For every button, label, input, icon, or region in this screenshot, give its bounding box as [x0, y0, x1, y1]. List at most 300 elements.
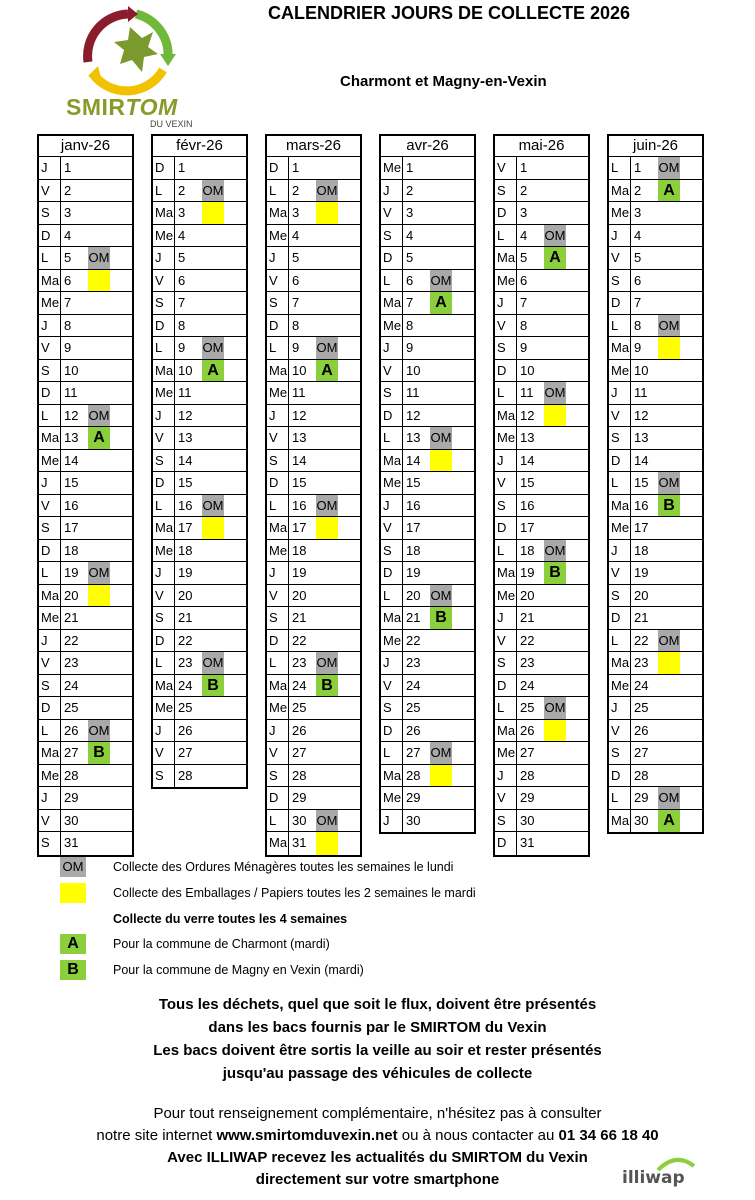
weekday-cell: D [267, 630, 289, 652]
day-row [495, 607, 588, 630]
day-row [267, 562, 360, 585]
day-row [39, 247, 132, 270]
weekday-cell: D [381, 405, 403, 427]
collection-mark: OM [544, 540, 566, 562]
day-number-cell: 15 [292, 475, 307, 490]
collection-mark [88, 832, 110, 855]
day-number-cell: 3 [520, 205, 528, 220]
day-number-cell: 27 [406, 745, 421, 760]
collection-mark [202, 157, 224, 179]
day-row [381, 247, 474, 270]
collection-mark [544, 585, 566, 607]
collection-mark [544, 315, 566, 337]
day-number-cell: 9 [406, 340, 414, 355]
day-number-cell: 8 [406, 317, 414, 333]
weekday-cell: L [381, 742, 403, 764]
day-row [609, 540, 702, 563]
legend-yellow-swatch [60, 883, 86, 903]
day-number-cell: 15 [64, 475, 79, 490]
collection-mark [88, 517, 110, 539]
day-row [153, 562, 246, 585]
weekday-cell: Ma [39, 270, 61, 292]
weekday-cell: V [267, 270, 289, 292]
collection-mark [202, 607, 224, 629]
day-number-cell: 5 [634, 250, 642, 265]
day-number-cell: 1 [406, 160, 414, 175]
weekday-cell: D [153, 630, 175, 652]
day-row [381, 270, 474, 293]
day-row [267, 720, 360, 743]
day-number-cell: 15 [520, 475, 535, 490]
day-row [381, 630, 474, 653]
day-number-cell: 7 [64, 295, 72, 310]
day-row [609, 630, 702, 653]
day-number-cell: 16 [634, 497, 649, 513]
collection-mark: OM [316, 337, 338, 359]
collection-mark [658, 360, 680, 382]
weekday-cell: Ma [381, 292, 403, 314]
collection-mark [544, 787, 566, 809]
collection-mark [316, 562, 338, 584]
day-row [495, 810, 588, 833]
day-number-cell: 7 [634, 295, 642, 310]
weekday-cell: Ma [267, 832, 289, 855]
collection-mark [88, 765, 110, 787]
day-number-cell: 9 [520, 340, 528, 355]
day-number-cell: 17 [634, 520, 649, 535]
day-number-cell: 2 [406, 182, 414, 198]
day-number-cell: 30 [634, 812, 649, 828]
day-number-cell: 19 [520, 565, 535, 580]
day-row [39, 405, 132, 428]
collection-mark [430, 382, 452, 404]
day-row [39, 787, 132, 810]
collection-mark [658, 742, 680, 764]
info-line-1: Pour tout renseignement complémentaire, n'hésitez pas à consulter [153, 1105, 602, 1122]
day-row [153, 202, 246, 225]
day-number-cell: 20 [64, 587, 79, 603]
collection-mark: A [430, 292, 452, 314]
day-row [609, 562, 702, 585]
day-number-cell: 28 [406, 767, 421, 783]
day-number-cell: 26 [520, 722, 535, 738]
day-number-cell: 24 [406, 677, 421, 693]
collection-mark [544, 765, 566, 787]
day-number-cell: 16 [406, 497, 421, 513]
weekday-cell: L [39, 405, 61, 427]
day-row [267, 180, 360, 203]
day-row [39, 337, 132, 360]
day-row [381, 697, 474, 720]
day-number-cell: 17 [292, 520, 307, 535]
day-number-cell: 10 [292, 362, 307, 378]
collection-mark [88, 382, 110, 404]
weekday-cell: J [153, 562, 175, 584]
weekday-cell: L [153, 180, 175, 202]
collection-mark [658, 270, 680, 292]
weekday-cell: J [39, 630, 61, 652]
day-number-cell: 10 [406, 362, 421, 378]
weekday-cell: L [495, 225, 517, 247]
collection-mark: OM [430, 270, 452, 292]
collection-mark [544, 675, 566, 697]
day-number-cell: 23 [634, 655, 649, 670]
collection-mark [658, 247, 680, 269]
weekday-cell: Ma [267, 360, 289, 382]
message-line-2: dans les bacs fournis par le SMIRTOM du Vexin [208, 1019, 547, 1036]
collection-mark: OM [430, 742, 452, 764]
collection-mark: A [316, 360, 338, 382]
day-row [153, 360, 246, 383]
day-number-cell: 17 [520, 520, 535, 535]
day-number-cell: 22 [64, 632, 79, 648]
collection-mark [544, 450, 566, 472]
collection-mark [430, 540, 452, 562]
collection-mark [202, 315, 224, 337]
day-row [39, 540, 132, 563]
day-row [381, 540, 474, 563]
weekday-cell: S [39, 360, 61, 382]
day-row [267, 787, 360, 810]
collection-mark [88, 450, 110, 472]
day-row [381, 180, 474, 203]
weekday-cell: Ma [381, 450, 403, 472]
day-number-cell: 8 [634, 317, 642, 333]
collection-mark [316, 517, 338, 539]
weekday-cell: Me [609, 202, 631, 224]
day-row [381, 337, 474, 360]
day-row [609, 652, 702, 675]
weekday-cell: Me [267, 382, 289, 404]
day-row [609, 517, 702, 540]
collection-mark [658, 540, 680, 562]
day-number-cell: 28 [634, 767, 649, 783]
page-subtitle: Charmont et Magny-en-Vexin [340, 73, 547, 90]
day-number-cell: 30 [520, 812, 535, 828]
day-row [267, 247, 360, 270]
collection-mark [658, 607, 680, 629]
weekday-cell: D [381, 562, 403, 584]
collection-mark [658, 585, 680, 607]
weekday-cell: L [267, 337, 289, 359]
day-number-cell: 12 [406, 407, 421, 423]
day-number-cell: 9 [634, 340, 642, 355]
day-number-cell: 23 [64, 655, 79, 670]
illiwap-logo: illiwap [622, 1168, 685, 1188]
weekday-cell: S [39, 675, 61, 697]
day-row [609, 675, 702, 698]
day-number-cell: 18 [292, 542, 307, 558]
day-number-cell: 13 [292, 430, 307, 445]
day-row [39, 810, 132, 833]
weekday-cell: V [39, 652, 61, 674]
weekday-cell: J [153, 720, 175, 742]
collection-mark [658, 675, 680, 697]
collection-mark: OM [658, 787, 680, 809]
day-number-cell: 22 [292, 632, 307, 648]
collection-mark [658, 427, 680, 449]
weekday-cell: L [153, 337, 175, 359]
weekday-cell: Me [609, 675, 631, 697]
weekday-cell: D [495, 832, 517, 855]
day-number-cell: 7 [406, 295, 414, 310]
collection-mark [430, 652, 452, 674]
weekday-cell: V [39, 810, 61, 832]
weekday-cell: D [381, 247, 403, 269]
day-number-cell: 17 [178, 520, 193, 535]
day-number-cell: 23 [178, 655, 193, 670]
month-title: mars-26 [267, 136, 360, 157]
weekday-cell: L [609, 157, 631, 179]
day-number-cell: 12 [64, 407, 79, 423]
collection-mark [430, 562, 452, 584]
day-row [39, 472, 132, 495]
day-row [267, 630, 360, 653]
weekday-cell: L [153, 652, 175, 674]
collection-mark [430, 810, 452, 833]
collection-mark [88, 585, 110, 607]
day-row [267, 450, 360, 473]
weekday-cell: Me [39, 765, 61, 787]
collection-mark: OM [202, 652, 224, 674]
day-row [495, 765, 588, 788]
day-number-cell: 26 [406, 722, 421, 738]
collection-mark [430, 360, 452, 382]
day-row [495, 450, 588, 473]
day-row [609, 495, 702, 518]
day-row [153, 517, 246, 540]
month-3 [379, 134, 476, 834]
legend-om-swatch: OM [60, 857, 86, 877]
day-row [381, 742, 474, 765]
day-number-cell: 12 [634, 407, 649, 423]
collection-mark [202, 450, 224, 472]
collection-mark [316, 405, 338, 427]
collection-mark [544, 742, 566, 764]
weekday-cell: Ma [153, 675, 175, 697]
day-row [609, 787, 702, 810]
collection-mark [544, 157, 566, 179]
day-row [495, 157, 588, 180]
day-row [609, 472, 702, 495]
month-title: mai-26 [495, 136, 588, 157]
collection-mark: OM [316, 180, 338, 202]
weekday-cell: V [609, 405, 631, 427]
day-row [153, 742, 246, 765]
day-row [267, 810, 360, 833]
collection-mark [202, 562, 224, 584]
weekday-cell: L [381, 585, 403, 607]
weekday-cell: L [495, 382, 517, 404]
collection-mark [544, 630, 566, 652]
day-number-cell: 30 [64, 812, 79, 828]
day-number-cell: 27 [292, 745, 307, 760]
weekday-cell: L [609, 787, 631, 809]
day-row [39, 315, 132, 338]
weekday-cell: D [495, 202, 517, 224]
collection-mark: OM [430, 427, 452, 449]
day-number-cell: 11 [406, 385, 420, 400]
weekday-cell: L [153, 495, 175, 517]
day-number-cell: 13 [64, 430, 79, 445]
day-number-cell: 5 [64, 250, 72, 265]
day-row [495, 225, 588, 248]
day-row [609, 697, 702, 720]
day-row [39, 270, 132, 293]
day-row [153, 405, 246, 428]
collection-mark: OM [658, 630, 680, 652]
day-row [381, 787, 474, 810]
weekday-cell: V [39, 337, 61, 359]
day-number-cell: 8 [520, 317, 528, 333]
day-row [267, 405, 360, 428]
day-number-cell: 25 [634, 700, 649, 715]
day-number-cell: 19 [64, 565, 79, 580]
day-number-cell: 29 [292, 790, 307, 805]
weekday-cell: S [381, 225, 403, 247]
weekday-cell: S [153, 450, 175, 472]
weekday-cell: L [495, 540, 517, 562]
day-row [609, 720, 702, 743]
day-row [609, 180, 702, 203]
day-row [153, 450, 246, 473]
weekday-cell: J [609, 540, 631, 562]
day-number-cell: 25 [520, 700, 535, 715]
day-row [609, 607, 702, 630]
day-row [495, 652, 588, 675]
weekday-cell: Ma [267, 517, 289, 539]
day-row [153, 180, 246, 203]
collection-mark [430, 202, 452, 224]
day-number-cell: 4 [520, 227, 528, 243]
weekday-cell: V [153, 270, 175, 292]
collection-mark: OM [202, 337, 224, 359]
day-row [39, 202, 132, 225]
collection-mark [658, 517, 680, 539]
day-row [153, 472, 246, 495]
day-row [39, 427, 132, 450]
day-number-cell: 1 [634, 160, 642, 175]
weekday-cell: S [381, 697, 403, 719]
weekday-cell: Me [39, 607, 61, 629]
collection-mark [544, 495, 566, 517]
day-number-cell: 6 [178, 272, 186, 288]
day-row [267, 742, 360, 765]
collection-mark [544, 427, 566, 449]
day-row [381, 810, 474, 833]
website-link[interactable]: www.smirtomduvexin.net [216, 1127, 398, 1144]
day-number-cell: 24 [292, 677, 307, 693]
day-number-cell: 16 [520, 497, 535, 513]
weekday-cell: Ma [153, 202, 175, 224]
weekday-cell: Ma [39, 742, 61, 764]
day-number-cell: 24 [520, 677, 535, 693]
day-number-cell: 31 [292, 835, 307, 850]
collection-mark [544, 360, 566, 382]
day-row [381, 157, 474, 180]
weekday-cell: L [39, 562, 61, 584]
message-line-3: Les bacs doivent être sortis la veille au soir et rester présentés [153, 1042, 602, 1059]
weekday-cell: D [495, 517, 517, 539]
day-row [495, 427, 588, 450]
weekday-cell: S [495, 495, 517, 517]
day-number-cell: 23 [292, 655, 307, 670]
weekday-cell: S [609, 585, 631, 607]
weekday-cell: D [609, 607, 631, 629]
day-number-cell: 13 [520, 430, 535, 445]
day-number-cell: 1 [64, 160, 72, 175]
collection-mark [544, 652, 566, 674]
weekday-cell: V [495, 630, 517, 652]
weekday-cell: V [609, 562, 631, 584]
day-number-cell: 18 [406, 542, 421, 558]
day-row [609, 450, 702, 473]
collection-mark [658, 202, 680, 224]
weekday-cell: Me [495, 585, 517, 607]
day-number-cell: 11 [520, 385, 534, 400]
day-row [495, 360, 588, 383]
day-row [381, 652, 474, 675]
day-row [381, 202, 474, 225]
day-row [381, 720, 474, 743]
weekday-cell: J [495, 765, 517, 787]
day-number-cell: 14 [178, 452, 193, 468]
day-number-cell: 24 [64, 677, 79, 693]
weekday-cell: J [267, 405, 289, 427]
day-number-cell: 15 [634, 475, 649, 490]
day-row [267, 607, 360, 630]
collection-mark [430, 787, 452, 809]
day-number-cell: 6 [64, 272, 72, 288]
collection-mark [88, 630, 110, 652]
collection-mark: OM [88, 405, 110, 427]
collection-mark [202, 585, 224, 607]
day-row [153, 630, 246, 653]
day-row [609, 225, 702, 248]
collection-mark [88, 607, 110, 629]
weekday-cell: Me [39, 292, 61, 314]
weekday-cell: V [381, 675, 403, 697]
day-number-cell: 6 [520, 272, 528, 288]
weekday-cell: V [267, 585, 289, 607]
day-number-cell: 18 [634, 542, 649, 558]
day-row [267, 540, 360, 563]
day-number-cell: 22 [178, 632, 193, 648]
day-number-cell: 3 [406, 205, 414, 220]
day-number-cell: 12 [520, 407, 535, 423]
collection-mark [316, 225, 338, 247]
day-number-cell: 27 [634, 745, 649, 760]
collection-mark [658, 337, 680, 359]
day-row [267, 585, 360, 608]
weekday-cell: S [609, 742, 631, 764]
collection-mark [658, 405, 680, 427]
weekday-cell: J [153, 405, 175, 427]
day-number-cell: 21 [292, 610, 307, 625]
day-row [267, 517, 360, 540]
day-row [153, 427, 246, 450]
day-number-cell: 19 [634, 565, 649, 580]
day-row [609, 405, 702, 428]
collection-mark [316, 315, 338, 337]
day-row [381, 292, 474, 315]
collection-mark [430, 180, 452, 202]
weekday-cell: Me [495, 742, 517, 764]
collection-mark [430, 450, 452, 472]
day-number-cell: 5 [178, 250, 186, 265]
day-number-cell: 21 [64, 610, 79, 625]
day-row [39, 360, 132, 383]
